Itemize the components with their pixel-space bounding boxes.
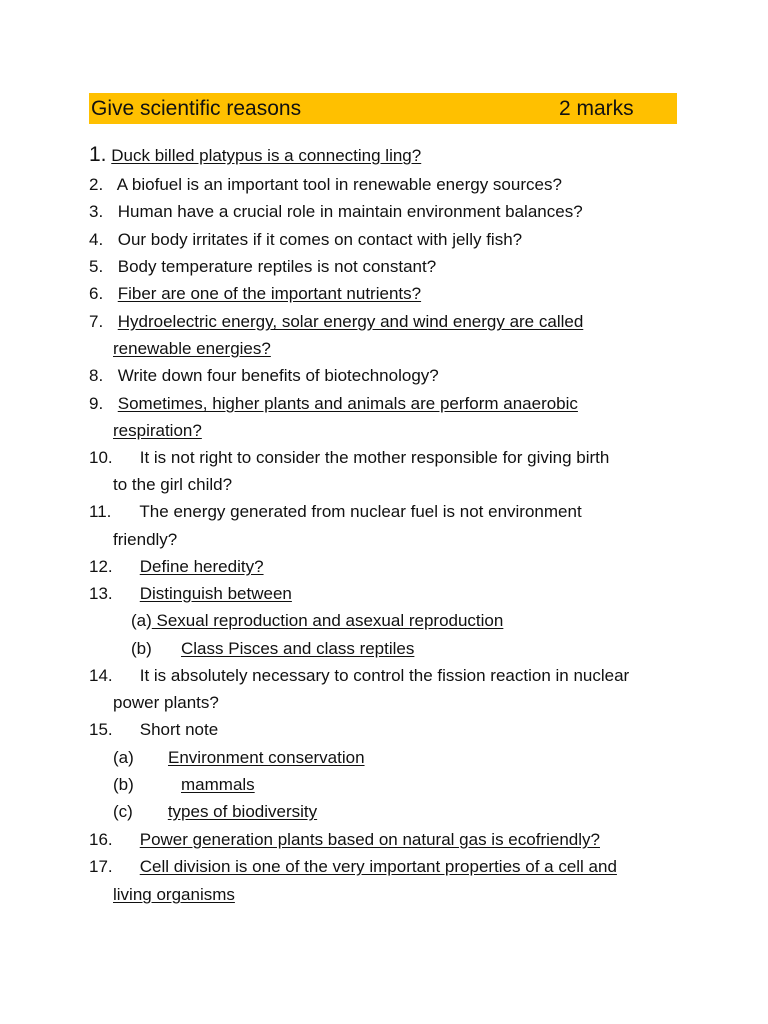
question-13 <box>89 584 292 604</box>
question-10-continued <box>113 475 232 495</box>
question-14 <box>89 666 629 686</box>
question-13-sub-b <box>131 639 414 659</box>
sub-item-label: (a) <box>113 748 134 767</box>
question-text: to the girl child? <box>113 475 233 494</box>
question-11-continued <box>113 530 177 550</box>
question-text: Duck billed platypus is a connecting ling? <box>111 146 422 165</box>
question-6 <box>89 284 421 304</box>
question-number: 10. <box>89 448 113 467</box>
question-number: 1. <box>89 143 107 166</box>
sub-item-label: (b) <box>131 639 152 658</box>
question-number: 8. <box>89 366 104 385</box>
question-number: 13. <box>89 584 113 603</box>
section-header <box>89 93 677 124</box>
question-number: 12. <box>89 557 113 576</box>
sub-item-label: (c) <box>113 802 133 821</box>
sub-item-label: (b) <box>113 775 134 794</box>
question-10 <box>89 448 609 468</box>
question-1 <box>89 145 421 166</box>
question-number: 2. <box>89 175 104 194</box>
question-text: Hydroelectric energy, solar energy and wind energy are called <box>117 312 584 331</box>
question-text: It is absolutely necessary to control the fission reaction in nuclear <box>139 666 630 685</box>
question-text: Power generation plants based on natural gas is ecofriendly? <box>139 830 600 849</box>
question-text: It is not right to consider the mother responsible for giving birth <box>139 448 610 467</box>
question-4 <box>89 230 522 250</box>
question-text: Short note <box>139 720 219 739</box>
sub-item-text: Class Pisces and class reptiles <box>181 639 415 658</box>
question-15-sub-a <box>113 748 365 768</box>
question-text: Distinguish between <box>139 584 292 603</box>
question-7 <box>89 312 583 332</box>
question-17-continued <box>113 885 235 905</box>
question-text: Fiber are one of the important nutrients? <box>117 284 422 303</box>
question-9 <box>89 394 578 414</box>
question-text: Write down four benefits of biotechnology? <box>117 366 439 385</box>
question-5 <box>89 257 436 277</box>
question-16 <box>89 830 600 850</box>
question-15-sub-c <box>113 802 317 822</box>
sub-item-label: (a) <box>131 611 152 630</box>
question-number: 5. <box>89 257 104 276</box>
question-14-continued <box>113 693 219 713</box>
question-number: 7. <box>89 312 104 331</box>
section-title: Give scientific reasons <box>91 97 302 120</box>
marks-label: 2 marks <box>559 97 634 120</box>
question-number: 11. <box>89 502 112 521</box>
question-number: 6. <box>89 284 104 303</box>
question-text: Sometimes, higher plants and animals are perform anaerobic <box>117 394 578 413</box>
question-text: respiration? <box>113 421 202 440</box>
question-15-sub-b <box>113 775 255 795</box>
question-7-continued <box>113 339 271 359</box>
question-number: 14. <box>89 666 113 685</box>
question-text: A biofuel is an important tool in renewable energy sources? <box>116 175 562 194</box>
question-12 <box>89 557 264 577</box>
sub-item-text: Sexual reproduction and asexual reproduction <box>151 611 504 630</box>
question-number: 3. <box>89 202 104 221</box>
question-number: 15. <box>89 720 113 739</box>
question-text: Body temperature reptiles is not constant? <box>117 257 437 276</box>
question-text: friendly? <box>113 530 178 549</box>
question-text: Define heredity? <box>139 557 264 576</box>
question-text: The energy generated from nuclear fuel is not environment <box>139 502 582 521</box>
question-text: Cell division is one of the very important properties of a cell and <box>139 857 617 876</box>
question-13-sub-a <box>131 611 503 631</box>
sub-item-text: mammals <box>181 775 255 794</box>
question-15 <box>89 720 218 740</box>
question-8 <box>89 366 439 386</box>
question-11 <box>89 502 582 522</box>
question-number: 9. <box>89 394 104 413</box>
question-text: Our body irritates if it comes on contact with jelly fish? <box>117 230 523 249</box>
question-9-continued <box>113 421 202 441</box>
question-2 <box>89 175 562 195</box>
question-17 <box>89 857 617 877</box>
sub-item-text: types of biodiversity <box>167 802 318 821</box>
question-text: power plants? <box>113 693 219 712</box>
question-text: Human have a crucial role in maintain environment balances? <box>117 202 583 221</box>
question-3 <box>89 202 583 222</box>
question-number: 17. <box>89 857 113 876</box>
sub-item-text: Environment conservation <box>168 748 365 767</box>
question-text: renewable energies? <box>113 339 271 358</box>
question-number: 4. <box>89 230 104 249</box>
question-text: living organisms <box>113 885 235 904</box>
question-number: 16. <box>89 830 113 849</box>
